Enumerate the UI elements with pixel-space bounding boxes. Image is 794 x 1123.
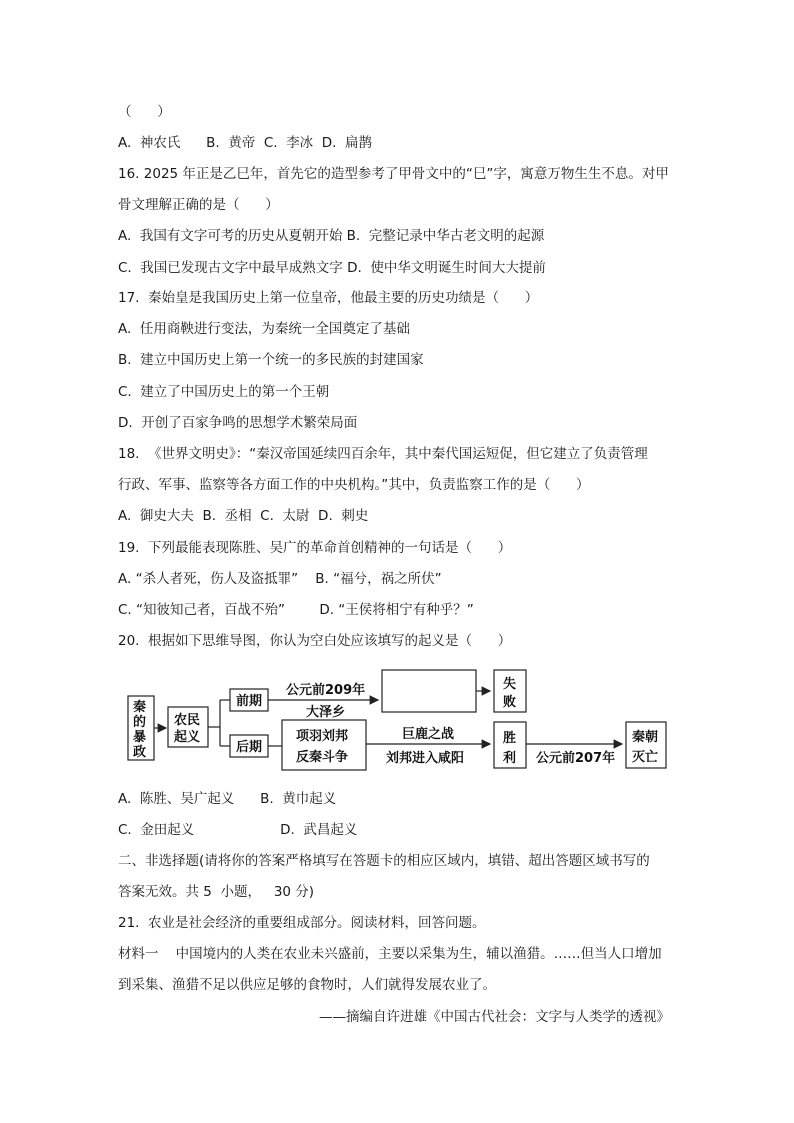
early-place: 大泽乡 [306, 705, 346, 720]
answer-options-20b: C. 金田起义 D. 武昌起义 [118, 822, 358, 838]
box-qin-text-1: 秦 [133, 700, 147, 715]
early-label: 前期 [236, 694, 263, 709]
question-16-cont: 骨文理解正确的是（ ） [118, 197, 279, 213]
material-one: 材料一 中国境内的人类在农业未兴盛前，主要以采集为生，辅以渔猎。……但当人口增加 [118, 946, 662, 962]
question-18: 18. 《世界文明史》：“秦汉帝国延续四百余年，其中秦代国运短促，但它建立了负责管理 [118, 446, 648, 462]
question-18-cont: 行政、军事、监察等各方面工作的中央机构。”其中，负责监察工作的是（ ） [118, 477, 590, 493]
late-battle: 巨鹿之战 [402, 727, 455, 742]
question-17: 17. 秦始皇是我国历史上第一位皇帝，他最主要的历史功绩是（ ） [118, 290, 539, 306]
answer-options-16b: C. 我国已发现古文字中最早成熟文字 D. 使中华文明诞生时间大大提前 [118, 260, 546, 276]
option-17d: D. 开创了百家争鸣的思想学术繁荣局面 [118, 415, 358, 431]
victory-text-1: 胜 [503, 731, 517, 746]
failure-text-2: 败 [503, 695, 517, 710]
answer-options-18: A. 御史大夫 B. 丞相 C. 太尉 D. 刺史 [118, 508, 369, 524]
box-qin-text-2: 的 [133, 715, 147, 730]
late-xianyang: 刘邦进入咸阳 [386, 751, 465, 766]
box-peasant-text-1: 农民 [174, 713, 201, 728]
question-20: 20. 根据如下思维导图，你认为空白处应该填写的起义是（ ） [118, 633, 512, 649]
blank-answer-box [382, 670, 476, 712]
material-one-cont: 到采集、渔猎不足以供应足够的食物时，人们就得发展农业了。 [118, 977, 496, 993]
qin-fall-text-1: 秦朝 [632, 730, 659, 745]
question-16: 16. 2025 年正是乙巳年，首先它的造型参考了甲骨文中的“巳”字，寓意万物生生不息。对甲 [118, 166, 669, 182]
option-17a: A. 任用商鞅进行变法，为秦统一全国奠定了基础 [118, 321, 410, 337]
late-label: 后期 [236, 740, 263, 755]
box-peasant-text-2: 起义 [174, 730, 201, 745]
qin-fall-text-2: 灭亡 [632, 750, 659, 765]
option-17b: B. 建立中国历史上第一个统一的多民族的封建国家 [118, 352, 424, 368]
question-21: 21. 农业是社会经济的重要组成部分。阅读材料，回答问题。 [118, 915, 486, 931]
answer-options-19b: C. “知彼知己者，百战不殆” D. “王侯将相宁有种乎？” [118, 602, 474, 618]
xiangyu-text-2: 反秦斗争 [296, 750, 349, 765]
xiangyu-text-1: 项羽刘邦 [296, 729, 349, 744]
answer-options-15: A. 神农氏 B. 黄帝 C. 李冰 D. 扁鹊 [118, 135, 372, 151]
section-two-heading-cont: 答案无效。共 5 小题， 30 分) [118, 884, 315, 900]
question-line: （ ） [118, 104, 171, 120]
section-two-heading: 二、非选择题(请将你的答案严格填写在答题卡的相应区域内，填错、超出答题区域书写的 [118, 853, 650, 869]
answer-options-19a: A. “杀人者死，伤人及盗抵罪” B. “福兮，祸之所伏” [118, 571, 442, 587]
question-19: 19. 下列最能表现陈胜、吴广的革命首创精神的一句话是（ ） [118, 540, 512, 556]
answer-options-16a: A. 我国有文字可考的历史从夏朝开始 B. 完整记录中华古老文明的起源 [118, 228, 545, 244]
box-qin-text-4: 政 [133, 745, 147, 760]
failure-text-1: 失 [503, 677, 517, 692]
mind-map-diagram [120, 664, 680, 779]
answer-options-20a: A. 陈胜、吴广起义 B. 黄巾起义 [118, 791, 337, 807]
final-year: 公元前207年 [536, 751, 616, 766]
box-qin-text-3: 暴 [133, 730, 147, 745]
early-year: 公元前209年 [286, 683, 366, 698]
material-source: ——摘编自许进雄《中国古代社会：文字与人类学的透视》 [319, 1009, 670, 1025]
option-17c: C. 建立了中国历史上的第一个王朝 [118, 384, 330, 400]
victory-text-2: 利 [503, 751, 517, 766]
